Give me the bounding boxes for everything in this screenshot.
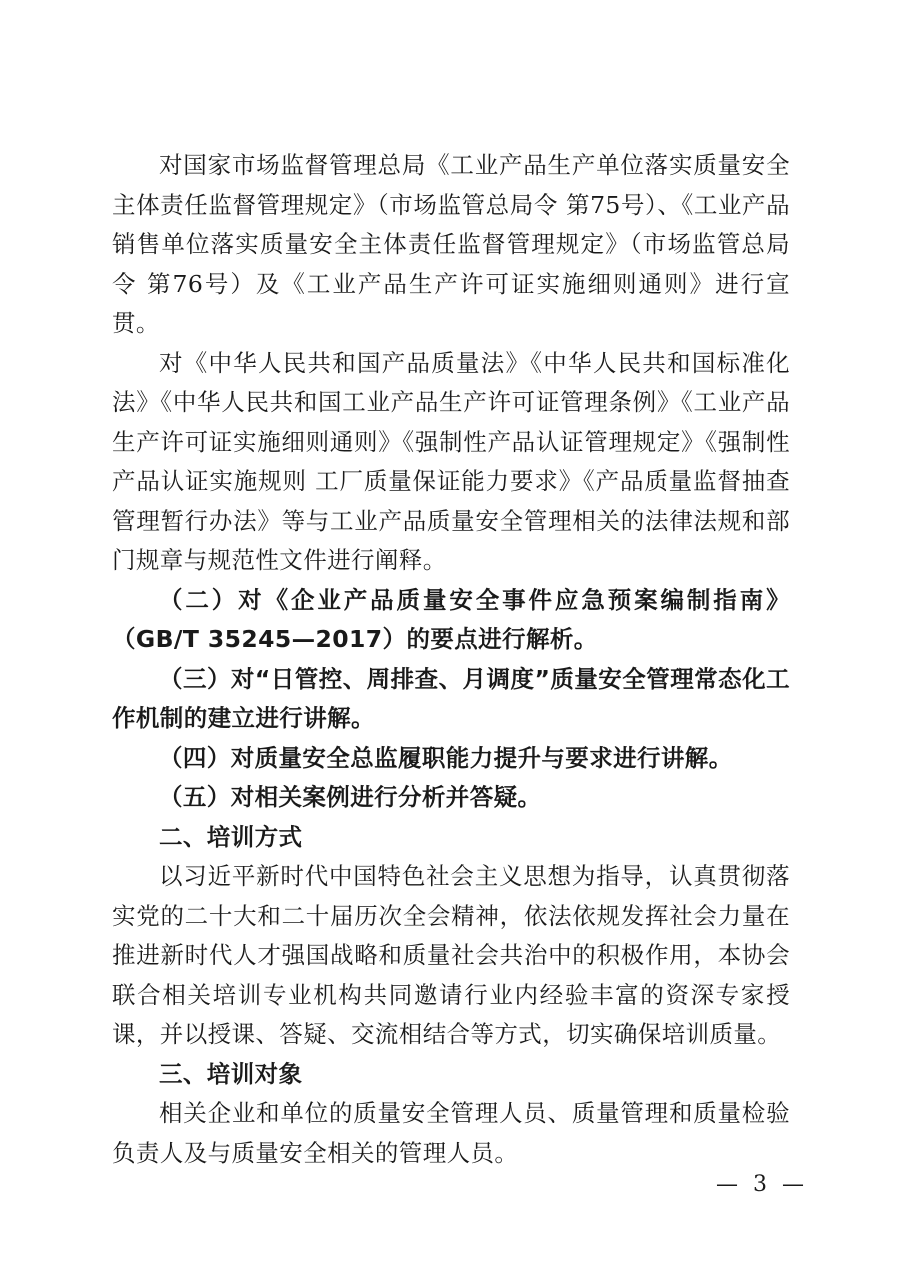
section-heading-training-audience: 三、培训对象 — [159, 1059, 303, 1088]
section-heading-training-method: 二、培训方式 — [159, 822, 303, 851]
item-2-emergency-plan-guide: （二）对《企业产品质量安全事件应急预案编制指南》（GB/T 35245—2017）的要点进行解析。 — [112, 585, 790, 653]
page-number: — 3 — — [716, 1172, 808, 1197]
paragraph-training-audience: 相关企业和单位的质量安全管理人员、质量管理和质量检验负责人及与质量安全相关的管理人员。 — [112, 1099, 790, 1167]
paragraph-laws-interpretation: 对《中华人民共和国产品质量法》《中华人民共和国标准化法》《中华人民共和国工业产品生产许可证管理条例》《工业产品生产许可证实施细则通则》《强制性产品认证管理规定》《强制性产品认证实施规则 工厂质量保证能力要求》《产品质量监督抽查管理暂行办法》等与工业产品质量安全管理相关的法律法规和部门规章与规范性文件进行阐释。 — [112, 348, 790, 574]
item-4-quality-director: （四）对质量安全总监履职能力提升与要求进行讲解。 — [159, 743, 733, 772]
item-3-routine-mechanism: （三）对“日管控、周排查、月调度”质量安全管理常态化工作机制的建立进行讲解。 — [112, 664, 790, 732]
paragraph-training-method: 以习近平新时代中国特色社会主义思想为指导，认真贯彻落实党的二十大和二十届历次全会精神，依法依规发挥社会力量在推进新时代人才强国战略和质量社会共治中的积极作用，本协会联合相关培训专业机构共同邀请行业内经验丰富的资深专家授课，并以授课、答疑、交流相结合等方式，切实确保培训质量。 — [112, 862, 790, 1048]
paragraph-publicity-regulations: 对国家市场监督管理总局《工业产品生产单位落实质量安全主体责任监督管理规定》（市场监管总局令 第75号）、《工业产品销售单位落实质量安全主体责任监督管理规定》（市场监管总局令 第76号）及《工业产品生产许可证实施细则通则》进行宣贯。 — [112, 151, 790, 337]
item-5-case-analysis: （五）对相关案例进行分析并答疑。 — [159, 783, 542, 811]
body-text — [112, 146, 790, 1173]
